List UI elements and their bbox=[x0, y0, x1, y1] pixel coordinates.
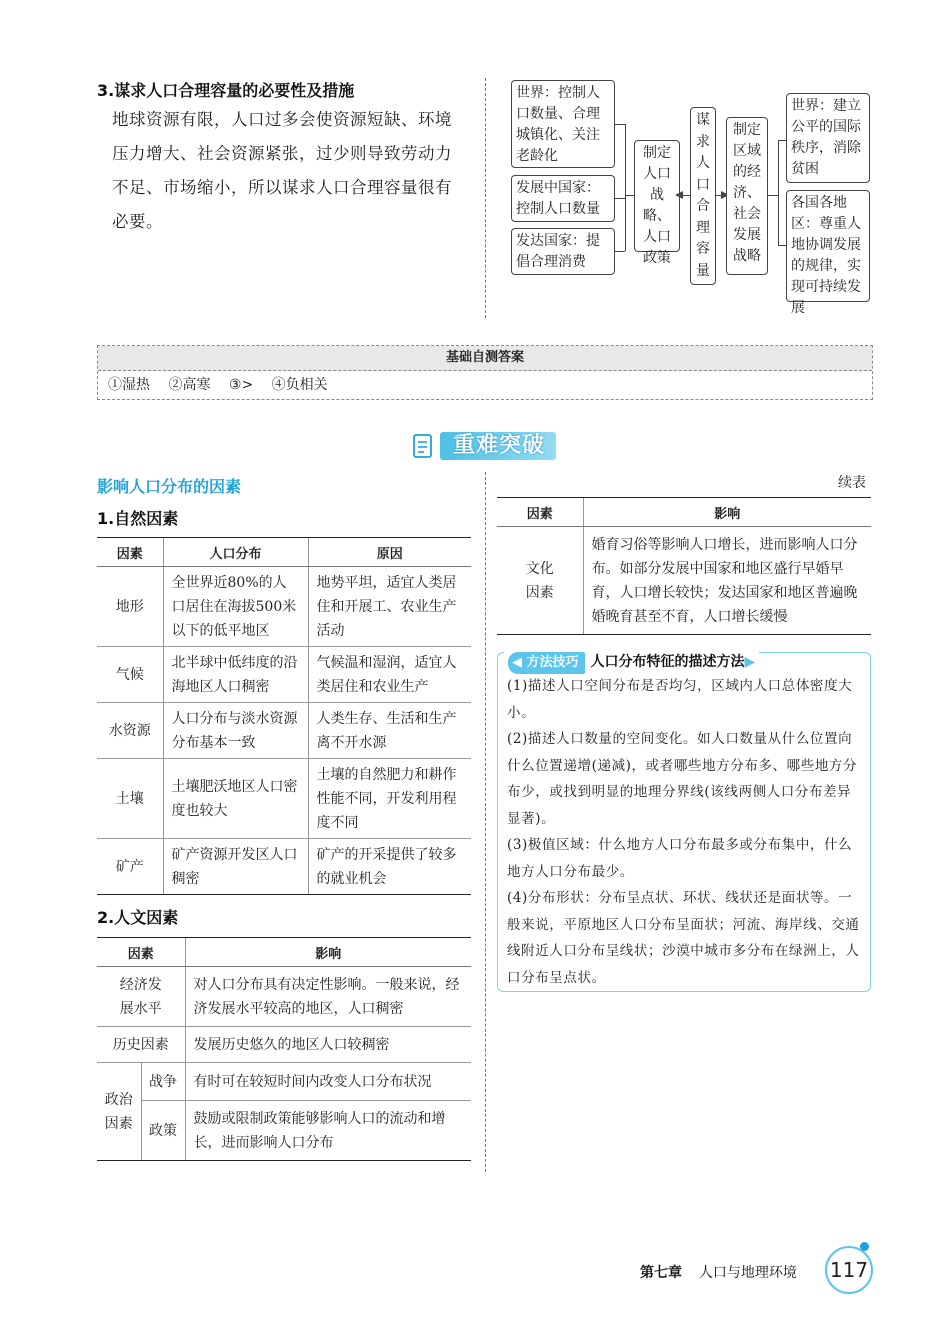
distribution-cell: 北半球中低纬度的沿海地区人口稠密 bbox=[163, 647, 308, 703]
table-row bbox=[97, 647, 471, 703]
reason-cell: 气候温和湿润，适宜人类居住和农业生产 bbox=[308, 647, 471, 703]
factors-title: 影响人口分布的因素 bbox=[97, 477, 242, 496]
reason-cell: 人类生存、生活和生产离不开水源 bbox=[308, 703, 471, 759]
table-header: 人口分布 bbox=[163, 538, 308, 567]
table-row bbox=[97, 1063, 471, 1101]
distribution-cell: 全世界近80%的人口居住在海拔500米以下的低平地区 bbox=[163, 567, 308, 647]
effect-cell: 发展历史悠久的地区人口较稠密 bbox=[185, 1027, 471, 1063]
table-header: 因素 bbox=[97, 938, 185, 967]
table-header: 因素 bbox=[497, 498, 583, 527]
method-item: (3)极值区域：什么地方人口分布最多或分布集中，什么地方人口分布最少。 bbox=[507, 837, 853, 880]
factor-cell: 历史因素 bbox=[97, 1027, 185, 1063]
chapter-title: 人口与地理环境 bbox=[698, 1265, 797, 1281]
factor-cell: 水资源 bbox=[97, 703, 163, 759]
population-policy-box: 制定人口战略、人口政策 bbox=[634, 140, 680, 252]
developed-country-box: 发达国家：提倡合理消费 bbox=[511, 228, 615, 275]
connector-line bbox=[625, 124, 626, 251]
factor-cell: 气候 bbox=[97, 647, 163, 703]
all-regions-box: 各国各地区：尊重人地协调发展的规律，实现可持续发展 bbox=[786, 190, 870, 302]
developing-country-box: 发展中国家：控制人口数量 bbox=[511, 175, 615, 222]
method-box bbox=[497, 652, 871, 992]
method-item: (4)分布形状：分布呈点状、环状、线状还是面状等。一般来说，平原地区人口分布呈面状；河流、海岸线、交通线附近人口分布呈线状；沙漠中城市多分布在绿洲上，人口分布呈点状。 bbox=[507, 890, 860, 986]
tag-end-icon: ▶ bbox=[744, 654, 756, 670]
answer-items bbox=[98, 371, 872, 399]
section-paragraph bbox=[112, 103, 477, 239]
factor-cell: 地形 bbox=[97, 567, 163, 647]
method-item: (2)描述人口数量的空间变化。如人口数量从什么位置向什么位置递增(递减)，或者哪些地方分布多、哪些地方分布少，或找到明显的地理分界线(该线两侧人口分布差异显著)。 bbox=[507, 731, 858, 827]
answer-item: ②高寒 bbox=[168, 377, 211, 393]
factor-cell: 政治因素 bbox=[97, 1063, 141, 1161]
method-tag: ◀ 方法技巧 bbox=[508, 652, 585, 674]
table-row bbox=[97, 759, 471, 839]
method-body bbox=[507, 673, 863, 991]
table-row bbox=[97, 1027, 471, 1063]
connector-line bbox=[625, 195, 634, 196]
reason-cell: 矿产的开采提供了较多的就业机会 bbox=[308, 839, 471, 895]
connector-line bbox=[615, 198, 625, 199]
method-item: (1)描述人口空间分布是否均匀，区域内人口总体密度大小。 bbox=[507, 678, 853, 721]
culture-table bbox=[497, 497, 871, 635]
factor-cell: 文化因素 bbox=[497, 527, 583, 635]
table-row bbox=[97, 839, 471, 895]
method-title: 人口分布特征的描述方法 bbox=[590, 654, 745, 670]
document-icon bbox=[410, 432, 438, 460]
effect-cell: 婚育习俗等影响人口增长，进而影响人口分布。如部分发展中国家和地区盛行早婚早育，人口增长较快；发达国家和地区普遍晚婚晚育甚至不育，人口增长缓慢 bbox=[583, 527, 871, 635]
distribution-cell: 土壤肥沃地区人口密度也较大 bbox=[163, 759, 308, 839]
table-row bbox=[97, 1101, 471, 1161]
world-order-box: 世界：建立公平的国际秩序，消除贫困 bbox=[786, 93, 870, 183]
paragraph-line: 地球资源有限，人口过多会使资源短缺、环境 bbox=[112, 110, 452, 129]
table-row bbox=[497, 527, 871, 635]
human-heading: 2.人文因素 bbox=[97, 908, 179, 927]
connector-line bbox=[778, 140, 786, 141]
effect-cell: 对人口分布具有决定性影响。一般来说，经济发展水平较高的地区，人口稠密 bbox=[185, 967, 471, 1027]
answer-item: ③> bbox=[228, 377, 254, 393]
chapter-number: 第七章 bbox=[640, 1265, 682, 1281]
natural-heading: 1.自然因素 bbox=[97, 509, 179, 528]
table-row bbox=[97, 967, 471, 1027]
connector-line bbox=[778, 245, 786, 246]
natural-factors-table bbox=[97, 537, 471, 895]
paragraph-line: 压力增大、社会资源紧张，过少则导致劳动力 bbox=[112, 144, 452, 163]
arrow-left-icon bbox=[675, 190, 685, 200]
table-header: 影响 bbox=[583, 498, 871, 527]
continued-label: 续表 bbox=[838, 475, 866, 491]
world-control-box: 世界：控制人口数量、合理城镇化、关注老龄化 bbox=[511, 80, 615, 168]
regional-strategy-box: 制定区域的经济、社会发展战略 bbox=[726, 117, 768, 275]
banner-title: 重难突破 bbox=[452, 433, 545, 458]
answer-title: 基础自测答案 bbox=[98, 346, 872, 371]
connector-line bbox=[768, 195, 778, 196]
answer-box bbox=[97, 345, 873, 400]
effect-cell: 鼓励或限制政策能够影响人口的流动和增长，进而影响人口分布 bbox=[185, 1101, 471, 1161]
answer-item: ①湿热 bbox=[108, 377, 150, 393]
table-header: 因素 bbox=[97, 538, 163, 567]
factor-cell: 经济发展水平 bbox=[97, 967, 185, 1027]
human-factors-table bbox=[97, 937, 471, 1161]
distribution-cell: 矿产资源开发区人口稠密 bbox=[163, 839, 308, 895]
table-row bbox=[97, 703, 471, 759]
factor-cell: 土壤 bbox=[97, 759, 163, 839]
column-divider bbox=[485, 78, 486, 318]
factor-cell: 矿产 bbox=[97, 839, 163, 895]
section-heading: 3.谋求人口合理容量的必要性及措施 bbox=[97, 81, 355, 100]
table-header: 影响 bbox=[185, 938, 471, 967]
section-banner bbox=[410, 430, 558, 462]
reason-cell: 土壤的自然肥力和耕作性能不同，开发利用程度不同 bbox=[308, 759, 471, 839]
connector-line bbox=[778, 140, 779, 245]
connector-line bbox=[615, 124, 625, 125]
distribution-cell: 人口分布与淡水资源分布基本一致 bbox=[163, 703, 308, 759]
connector-line bbox=[615, 251, 625, 252]
table-header: 原因 bbox=[308, 538, 471, 567]
effect-cell: 有时可在较短时间内改变人口分布状况 bbox=[185, 1063, 471, 1101]
footer-chapter bbox=[640, 1262, 797, 1282]
center-goal-box: 谋求人口合理容量 bbox=[690, 107, 716, 285]
column-divider bbox=[485, 472, 486, 1172]
subfactor-cell: 政策 bbox=[141, 1101, 185, 1161]
paragraph-line: 必要。 bbox=[112, 212, 163, 231]
reason-cell: 地势平坦，适宜人类居住和开展工、农业生产活动 bbox=[308, 567, 471, 647]
page-dot-icon bbox=[860, 1242, 869, 1251]
answer-item: ④负相关 bbox=[271, 377, 328, 393]
subfactor-cell: 战争 bbox=[141, 1063, 185, 1101]
method-tag-label: 方法技巧 bbox=[526, 655, 579, 670]
page-number: 117 bbox=[825, 1246, 873, 1294]
method-header bbox=[504, 651, 759, 673]
paragraph-line: 不足、市场缩小，所以谋求人口合理容量很有 bbox=[112, 178, 452, 197]
table-row bbox=[97, 567, 471, 647]
